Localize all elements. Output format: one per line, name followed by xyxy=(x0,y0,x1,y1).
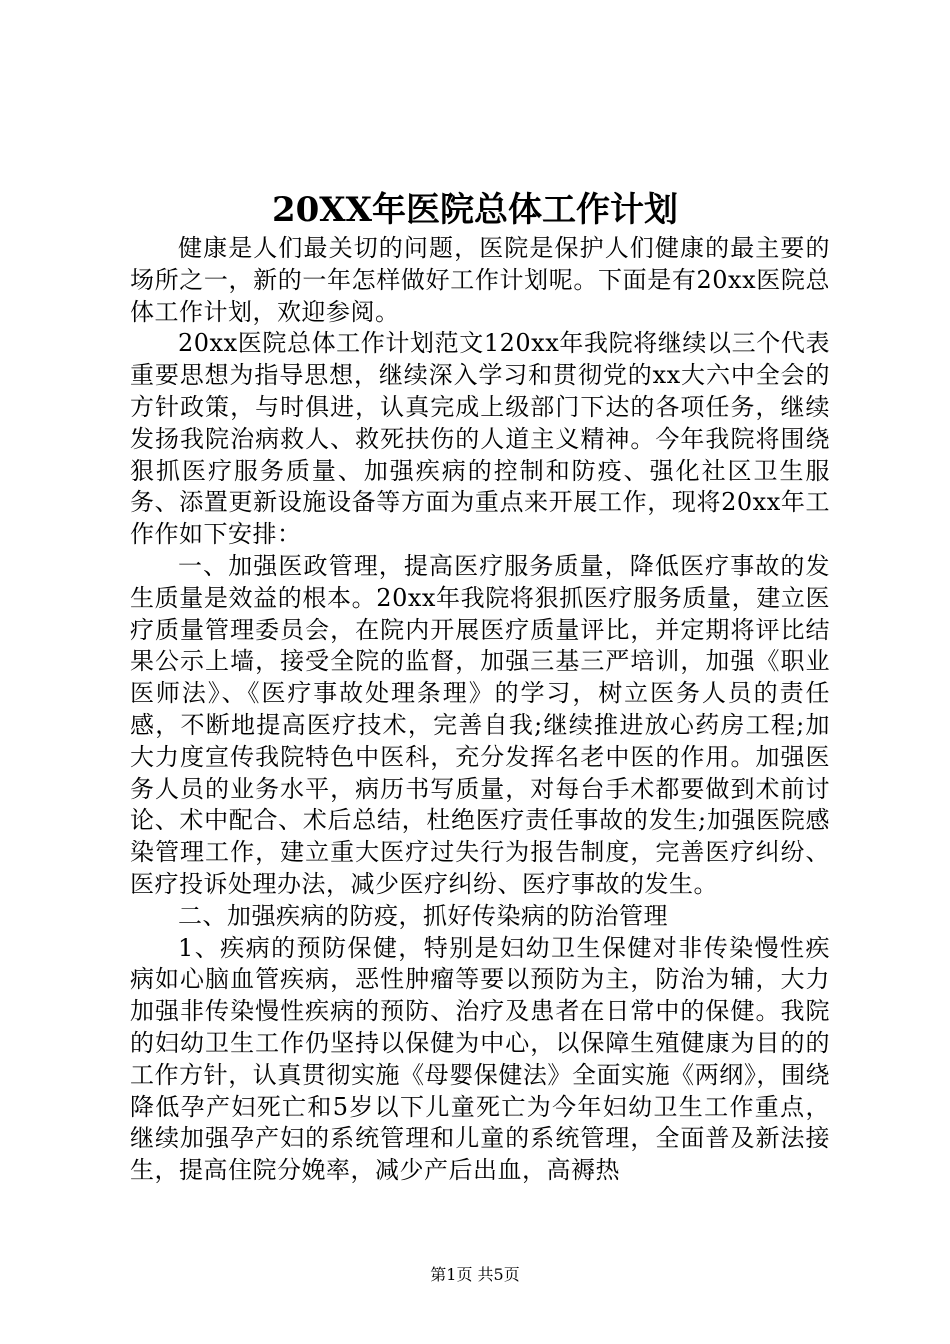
paragraph-section-two-heading: 二、加强疾病的防疫，抓好传染病的防治管理 xyxy=(178,901,668,930)
paragraph-section-two-item-one: 1、疾病的预防保健，特别是妇幼卫生保健对非传染慢性疾病如心脑血管疾病，恶性肿瘤等要以预防为主，防治为辅，大力加强非传染慢性疾病的预防、治疗及患者在日常中的保健。我院的妇幼卫生工作仍坚持以保健为中心，以保障生殖健康为目的的工作方针，认真贯彻实施《母婴保健法》全面实施《两纲》，围绕降低孕产妇死亡和5岁以下儿童死亡为今年妇幼卫生工作重点，继续加强孕产妇的系统管理和儿童的系统管理，全面普及新法接生，提高住院分娩率，减少产后出血，高褥热 xyxy=(130,933,830,1185)
document-title: 20XX年医院总体工作计划 xyxy=(271,190,679,230)
paragraph-section-one: 一、加强医政管理，提高医疗服务质量，降低医疗事故的发生质量是效益的根本。20xx年我院将狠抓医疗服务质量，建立医疗质量管理委员会，在院内开展医疗质量评比，并定期将评比结果公示上墙，接受全院的监督，加强三基三严培训，加强《职业医师法》、《医疗事故处理条理》的学习，树立医务人员的责任感，不断地提高医疗技术，完善自我;继续推进放心药房工程;加大力度宣传我院特色中医科，充分发挥名老中医的作用。加强医务人员的业务水平，病历书写质量，对每台手术都要做到术前讨论、术中配合、术后总结，杜绝医疗责任事故的发生;加强医院感染管理工作，建立重大医疗过失行为报告制度，完善医疗纠纷、医疗投诉处理办法，减少医疗纠纷、医疗事故的发生。 xyxy=(130,551,830,898)
document-body xyxy=(130,233,830,1187)
paragraph-overview: 20xx医院总体工作计划范文120xx年我院将继续以三个代表重要思想为指导思想，继续深入学习和贯彻党的xx大六中全会的方针政策，与时俱进，认真完成上级部门下达的各项任务，继续发扬我院治病救人、救死扶伤的人道主义精神。今年我院将围绕狠抓医疗服务质量、加强疾病的控制和防疫、强化社区卫生服务、添置更新设施设备等方面为重点来开展工作，现将20xx年工作作如下安排： xyxy=(130,329,830,549)
paragraph-intro: 健康是人们最关切的问题，医院是保护人们健康的最主要的场所之一，新的一年怎样做好工作计划呢。下面是有20xx医院总体工作计划，欢迎参阅。 xyxy=(130,234,830,326)
page-footer: 第1页 共5页 xyxy=(430,1265,520,1284)
